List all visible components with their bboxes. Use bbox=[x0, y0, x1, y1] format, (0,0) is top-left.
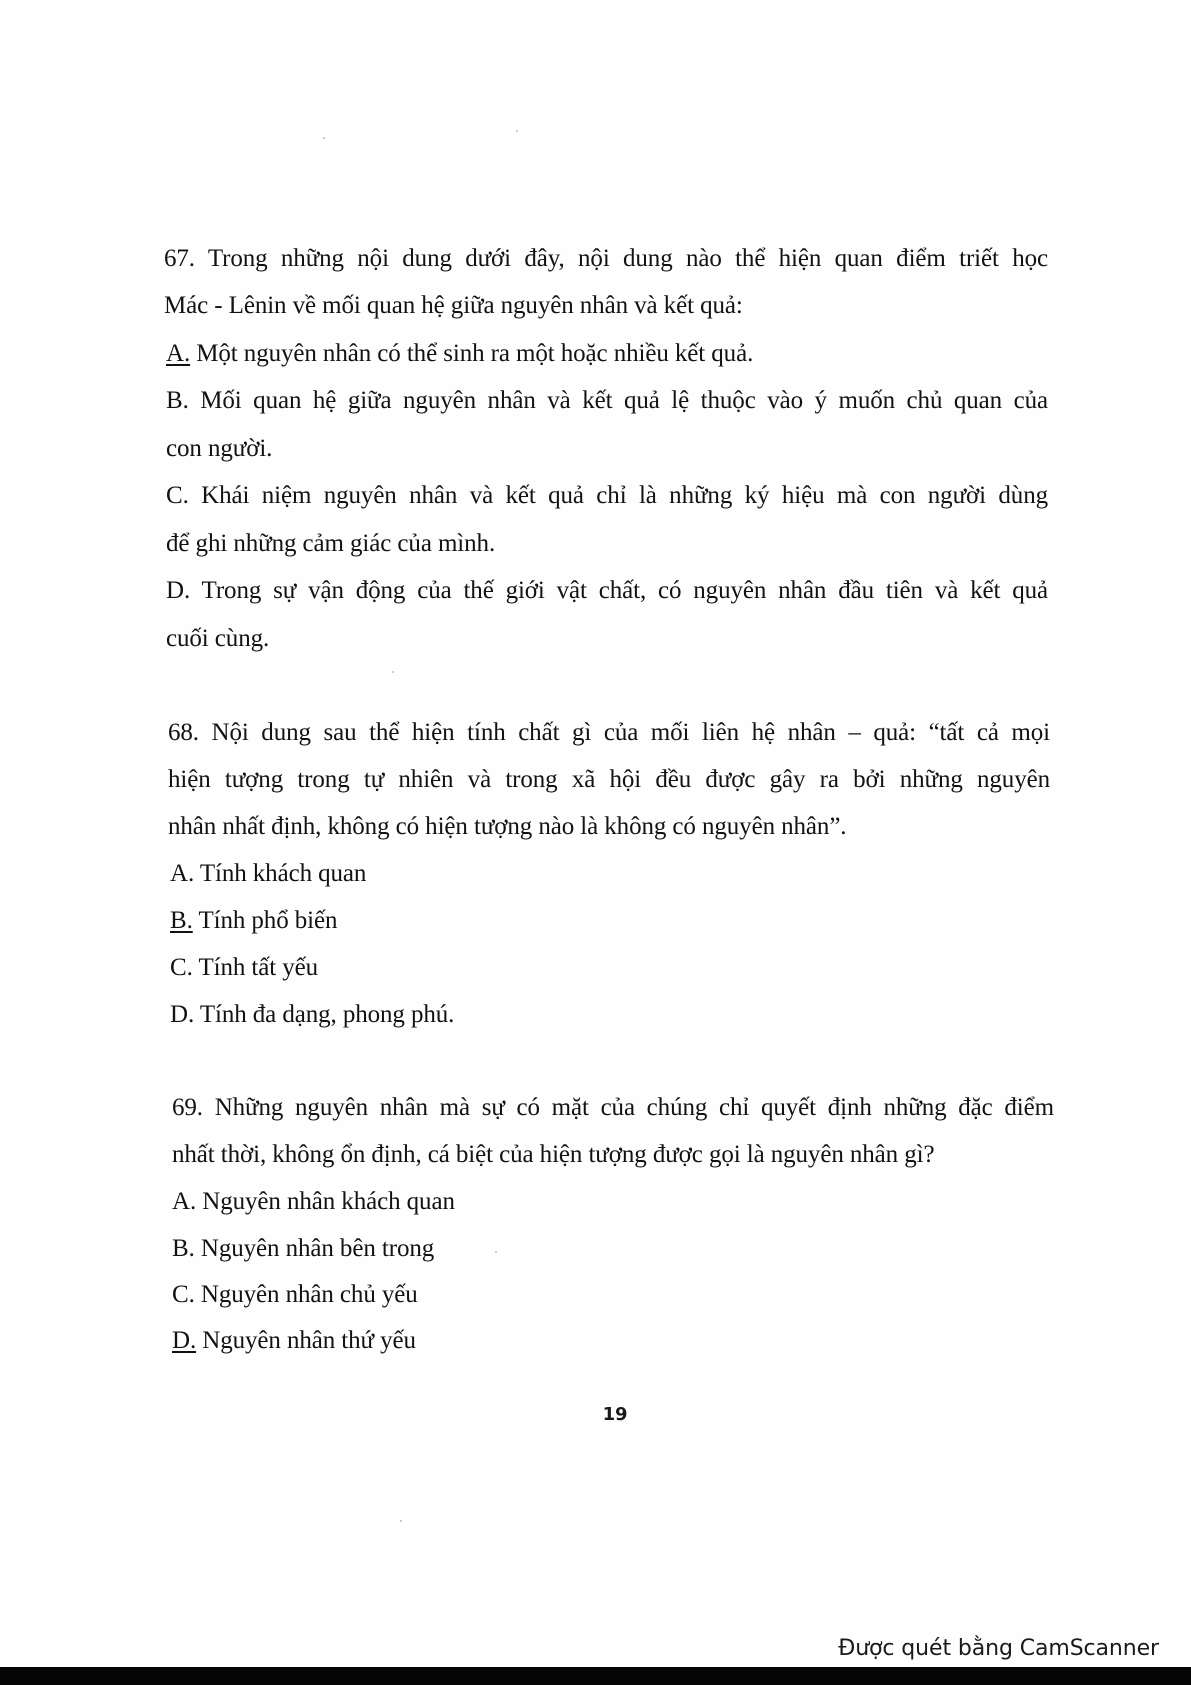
option-letter: A. bbox=[172, 1188, 197, 1215]
option-text: Tính đa dạng, phong phú. bbox=[199, 1001, 455, 1028]
scan-speck bbox=[495, 1251, 497, 1253]
option-text: Mối quan hệ giữa nguyên nhân và kết quả lệ thuộc vào ý muốn chủ quan của bbox=[200, 387, 1048, 414]
option-a bbox=[172, 1188, 455, 1216]
option-b bbox=[170, 907, 337, 935]
option-text-continuation: để ghi những cảm giác của mình. bbox=[166, 530, 496, 557]
option-c bbox=[166, 482, 1048, 510]
option-letter-correct: D. bbox=[172, 1327, 197, 1354]
option-text: Nguyên nhân bên trong bbox=[200, 1235, 435, 1262]
option-text: Nguyên nhân thứ yếu bbox=[202, 1327, 416, 1354]
option-text: Một nguyên nhân có thể sinh ra một hoặc nhiều kết quả. bbox=[196, 340, 754, 367]
option-letter-correct: A. bbox=[166, 340, 191, 367]
scan-speck bbox=[323, 137, 325, 139]
question-stem-line: nhân nhất định, không có hiện tượng nào là không có nguyên nhân”. bbox=[168, 813, 847, 840]
option-d bbox=[170, 1001, 454, 1029]
option-text: Khái niệm nguyên nhân và kết quả chỉ là những ký hiệu mà con người dùng bbox=[201, 482, 1048, 509]
question-stem-line bbox=[168, 719, 1050, 747]
option-d bbox=[166, 577, 1048, 605]
option-b bbox=[166, 387, 1048, 415]
option-c bbox=[172, 1281, 418, 1309]
question-number: 67. bbox=[164, 245, 195, 272]
option-a bbox=[170, 860, 366, 888]
option-letter: C. bbox=[166, 482, 189, 509]
question-stem-text: Những nguyên nhân mà sự có mặt của chúng chỉ quyết định những đặc điểm bbox=[214, 1094, 1054, 1121]
question-stem-line: nhất thời, không ổn định, cá biệt của hiện tượng được gọi là nguyên nhân gì? bbox=[172, 1141, 935, 1168]
question-number: 68. bbox=[168, 719, 199, 746]
option-letter: A. bbox=[170, 860, 195, 887]
option-d bbox=[172, 1327, 416, 1355]
option-text: Tính khách quan bbox=[199, 860, 367, 887]
option-a bbox=[166, 340, 753, 368]
option-text: Tính tất yếu bbox=[198, 954, 319, 981]
option-c bbox=[170, 954, 318, 982]
option-b bbox=[172, 1235, 434, 1263]
option-text-continuation: con người. bbox=[166, 435, 273, 462]
option-text: Nguyên nhân chủ yếu bbox=[200, 1281, 418, 1308]
camscanner-watermark: Được quét bằng CamScanner bbox=[838, 1636, 1159, 1661]
scan-bottom-border bbox=[0, 1667, 1191, 1685]
question-stem-text: Nội dung sau thể hiện tính chất gì của mối liên hệ nhân – quả: “tất cả mọi bbox=[211, 719, 1050, 746]
option-letter: C. bbox=[172, 1281, 195, 1308]
question-stem-line bbox=[172, 1094, 1054, 1122]
option-letter: B. bbox=[172, 1235, 195, 1262]
scan-speck bbox=[400, 1520, 402, 1522]
option-letter: C. bbox=[170, 954, 193, 981]
page-number: 19 bbox=[602, 1404, 628, 1425]
option-text-continuation: cuối cùng. bbox=[166, 625, 270, 652]
question-stem-line: Mác - Lênin về mối quan hệ giữa nguyên nhân và kết quả: bbox=[164, 292, 743, 319]
option-letter: D. bbox=[166, 577, 191, 604]
scan-speck bbox=[516, 130, 518, 132]
option-letter: B. bbox=[166, 387, 189, 414]
question-stem-line bbox=[164, 245, 1048, 273]
question-number: 69. bbox=[172, 1094, 203, 1121]
question-stem-line: hiện tượng trong tự nhiên và trong xã hội đều được gây ra bởi những nguyên bbox=[168, 766, 1050, 793]
scan-speck bbox=[392, 671, 394, 673]
option-text: Nguyên nhân khách quan bbox=[202, 1188, 455, 1215]
option-text: Trong sự vận động của thế giới vật chất, có nguyên nhân đầu tiên và kết quả bbox=[201, 577, 1048, 604]
option-letter: D. bbox=[170, 1001, 195, 1028]
option-letter-correct: B. bbox=[170, 907, 193, 934]
question-stem-text: Trong những nội dung dưới đây, nội dung nào thể hiện quan điểm triết học bbox=[207, 245, 1048, 272]
option-text: Tính phổ biến bbox=[198, 907, 338, 934]
